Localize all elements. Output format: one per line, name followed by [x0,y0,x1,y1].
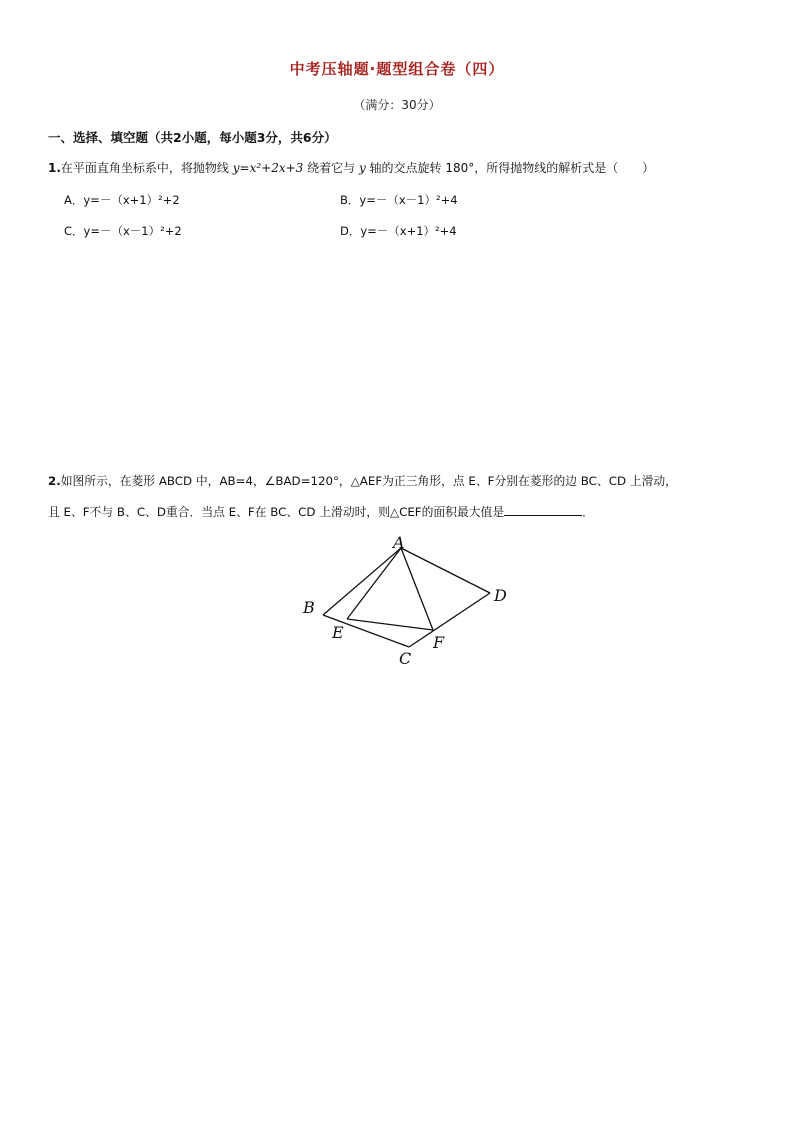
option-expression: y=－（x+1）²+2 [83,193,180,207]
option-label: C． [64,224,84,238]
question-text: 在平面直角坐标系中，将抛物线 [60,161,233,175]
question-text: 且 E、F不与 B、C、D重合．当点 E、F在 BC、CD 上滑动时，则△CEF的面积最大值是 [48,505,505,519]
rhombus-figure [296,528,518,670]
answer-blank [504,503,582,516]
segment-ad [401,548,490,593]
question-text: 如图所示，在菱形 ABCD 中，AB=4，∠BAD=120°，△AEF为正三角形，点 E、F分别在菱形的边 BC、CD 上滑动， [60,474,677,488]
option-expression: y=－（x－1）²+4 [359,193,458,207]
question-2-line-2 [48,503,594,521]
option-c [64,223,182,239]
label-a: A [393,533,405,552]
label-d: D [494,586,507,605]
option-a [64,192,180,208]
question-1 [48,159,654,177]
page-title: 中考压轴题·题型组合卷（四） [289,60,505,78]
label-f: F [433,633,445,652]
option-expression: y=－（x+1）²+4 [360,224,457,238]
section-heading: 一、选择、填空题（共2小题，每小题3分，共6分） [48,130,337,145]
question-text-end: ． [582,505,594,519]
segment-af [401,548,433,630]
segment-ab [323,548,401,615]
segment-ae [347,548,401,619]
option-d [340,223,457,239]
label-e: E [332,623,344,642]
axis-variable: y [358,161,366,175]
option-label: B． [340,193,360,207]
option-label: A． [64,193,84,207]
option-label: D． [340,224,361,238]
question-text: 绕着它与 [303,161,359,175]
question-2-line-1 [48,472,677,490]
label-b: B [303,598,315,617]
score-note: （满分：30分） [353,98,441,112]
parabola-expression: y=x²+2x+3 [232,161,304,175]
option-expression: y=－（x－1）²+2 [83,224,182,238]
option-b [340,192,458,208]
question-number: 1. [48,161,61,175]
question-number: 2. [48,474,61,488]
question-text: 轴的交点旋转 180°，所得抛物线的解析式是（ ） [365,161,655,175]
label-c: C [399,649,412,668]
